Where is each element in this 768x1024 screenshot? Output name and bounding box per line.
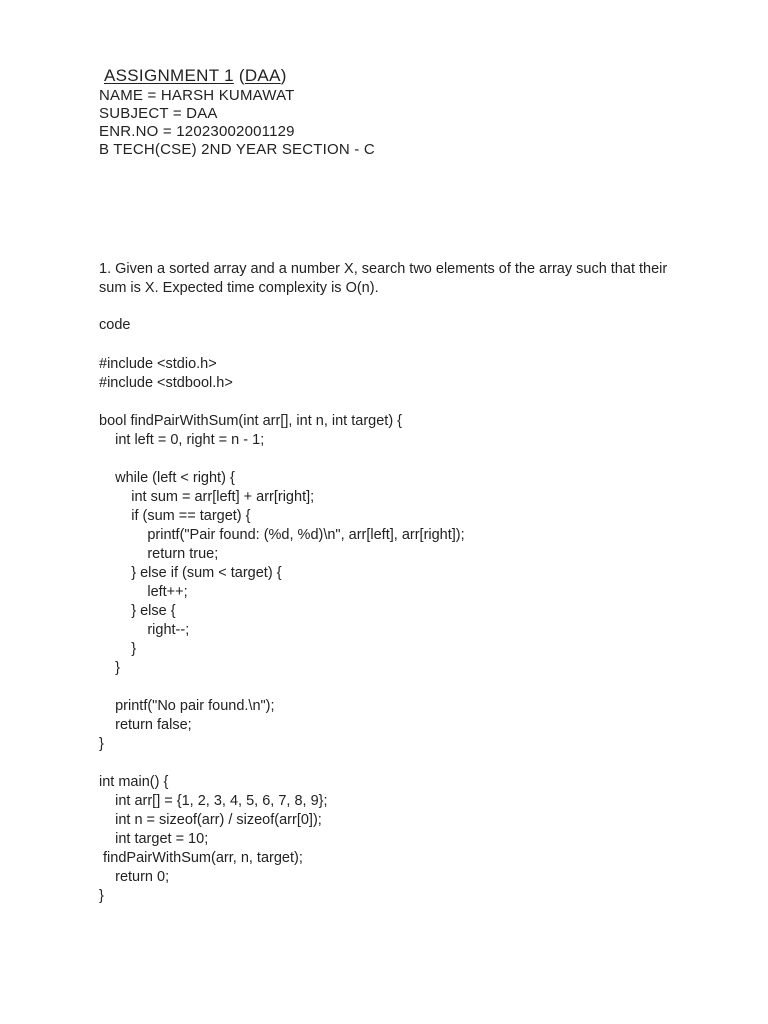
code-line: int target = 10;	[99, 831, 209, 847]
code-line: bool findPairWithSum(int arr[], int n, int target) {	[99, 413, 403, 429]
code-line: printf("Pair found: (%d, %d)\n", arr[left], arr[right]);	[99, 527, 465, 543]
course-line: B TECH(CSE) 2ND YEAR SECTION - C	[99, 141, 375, 158]
code-line: #include <stdio.h>	[99, 356, 217, 372]
code-line: return 0;	[99, 869, 170, 885]
code-line	[99, 678, 465, 697]
code-line: int left = 0, right = n - 1;	[99, 432, 265, 448]
code-label: code	[99, 317, 131, 333]
code-line: findPairWithSum(arr, n, target);	[99, 850, 303, 866]
code-line	[99, 450, 465, 469]
code-line: }	[99, 641, 137, 657]
code-block	[99, 355, 465, 906]
student-info	[99, 87, 375, 159]
title-main: ASSIGNMENT 1	[104, 66, 234, 85]
enrollment-line: ENR.NO = 12023002001129	[99, 123, 295, 140]
code-line: while (left < right) {	[99, 470, 235, 486]
code-line: int n = sizeof(arr) / sizeof(arr[0]);	[99, 812, 322, 828]
code-line: } else if (sum < target) {	[99, 565, 282, 581]
student-name-line: NAME = HARSH KUMAWAT	[99, 87, 295, 104]
code-line: }	[99, 660, 120, 676]
code-line: int main() {	[99, 774, 169, 790]
title-subject: DAA	[244, 66, 281, 85]
code-line: return true;	[99, 546, 219, 562]
code-line: } else {	[99, 603, 176, 619]
subject-line: SUBJECT = DAA	[99, 105, 218, 122]
code-line: right--;	[99, 622, 190, 638]
code-line: #include <stdbool.h>	[99, 375, 233, 391]
code-line: int sum = arr[left] + arr[right];	[99, 489, 315, 505]
assignment-title	[104, 66, 287, 86]
title-paren-open: (	[233, 66, 245, 85]
code-line: }	[99, 888, 104, 904]
question-text: 1. Given a sorted array and a number X, search two elements of the array such that their sum is X. Expected time complexity is O(n).	[99, 261, 668, 296]
code-line: if (sum == target) {	[99, 508, 251, 524]
code-line: }	[99, 736, 104, 752]
code-line	[99, 393, 465, 412]
code-line: return false;	[99, 717, 192, 733]
code-line: int arr[] = {1, 2, 3, 4, 5, 6, 7, 8, 9};	[99, 793, 328, 809]
title-paren-close: )	[280, 66, 287, 85]
code-line: left++;	[99, 584, 188, 600]
code-line	[99, 754, 465, 773]
code-line: printf("No pair found.\n");	[99, 698, 275, 714]
